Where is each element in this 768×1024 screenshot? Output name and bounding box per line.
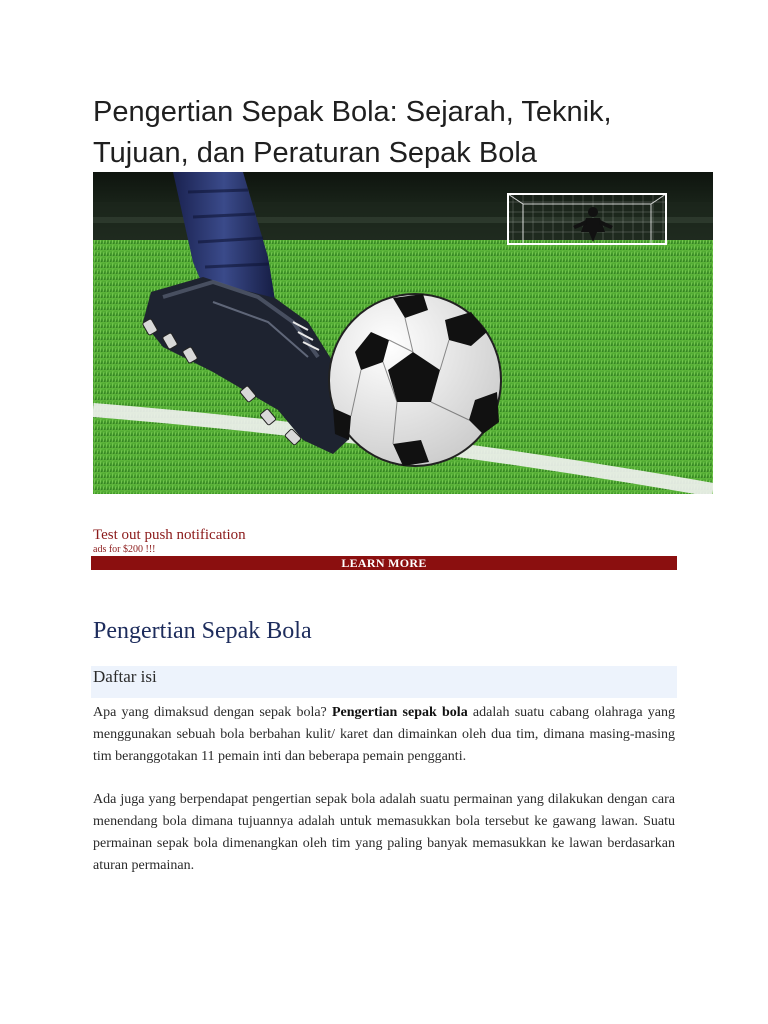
page-title: Pengertian Sepak Bola: Sejarah, Teknik, Tujuan, dan Peraturan Sepak Bola (93, 96, 612, 169)
soccer-ball-kick-image (93, 172, 713, 494)
ad-title[interactable]: Test out push notification (93, 527, 246, 543)
section-heading: Pengertian Sepak Bola (93, 618, 312, 644)
table-of-contents[interactable] (91, 666, 677, 698)
paragraph-text: adalah suatu cabang olahraga yang menggunakan sebuah bola berbahan kulit/ karet dan dimainkan oleh dua tim, dimana masing-masing tim beranggotakan 11 pemain inti dan beberapa pemain pengganti. (93, 705, 675, 764)
paragraph-opinion: Ada juga yang berpendapat pengertian sepak bola adalah suatu permainan yang dilakukan dengan cara menendang bola dimana tujuannya adalah untuk memasukkan bola tersebut ke gawang lawan. Suatu permainan sepak bola dimenangkan oleh tim yang paling banyak memasukkan ke lawan berdasarkan aturan permainan. (93, 792, 675, 873)
paragraph-definition (93, 702, 675, 768)
bold-term: Pengertian sepak bola (332, 705, 468, 720)
learn-more-button[interactable]: LEARN MORE (91, 556, 677, 570)
hero-image (93, 172, 713, 494)
toc-label[interactable]: Daftar isi (93, 667, 157, 686)
ad-subtitle: ads for $200 !!! (93, 544, 156, 555)
paragraph-text: Apa yang dimaksud dengan sepak bola? (93, 705, 332, 720)
